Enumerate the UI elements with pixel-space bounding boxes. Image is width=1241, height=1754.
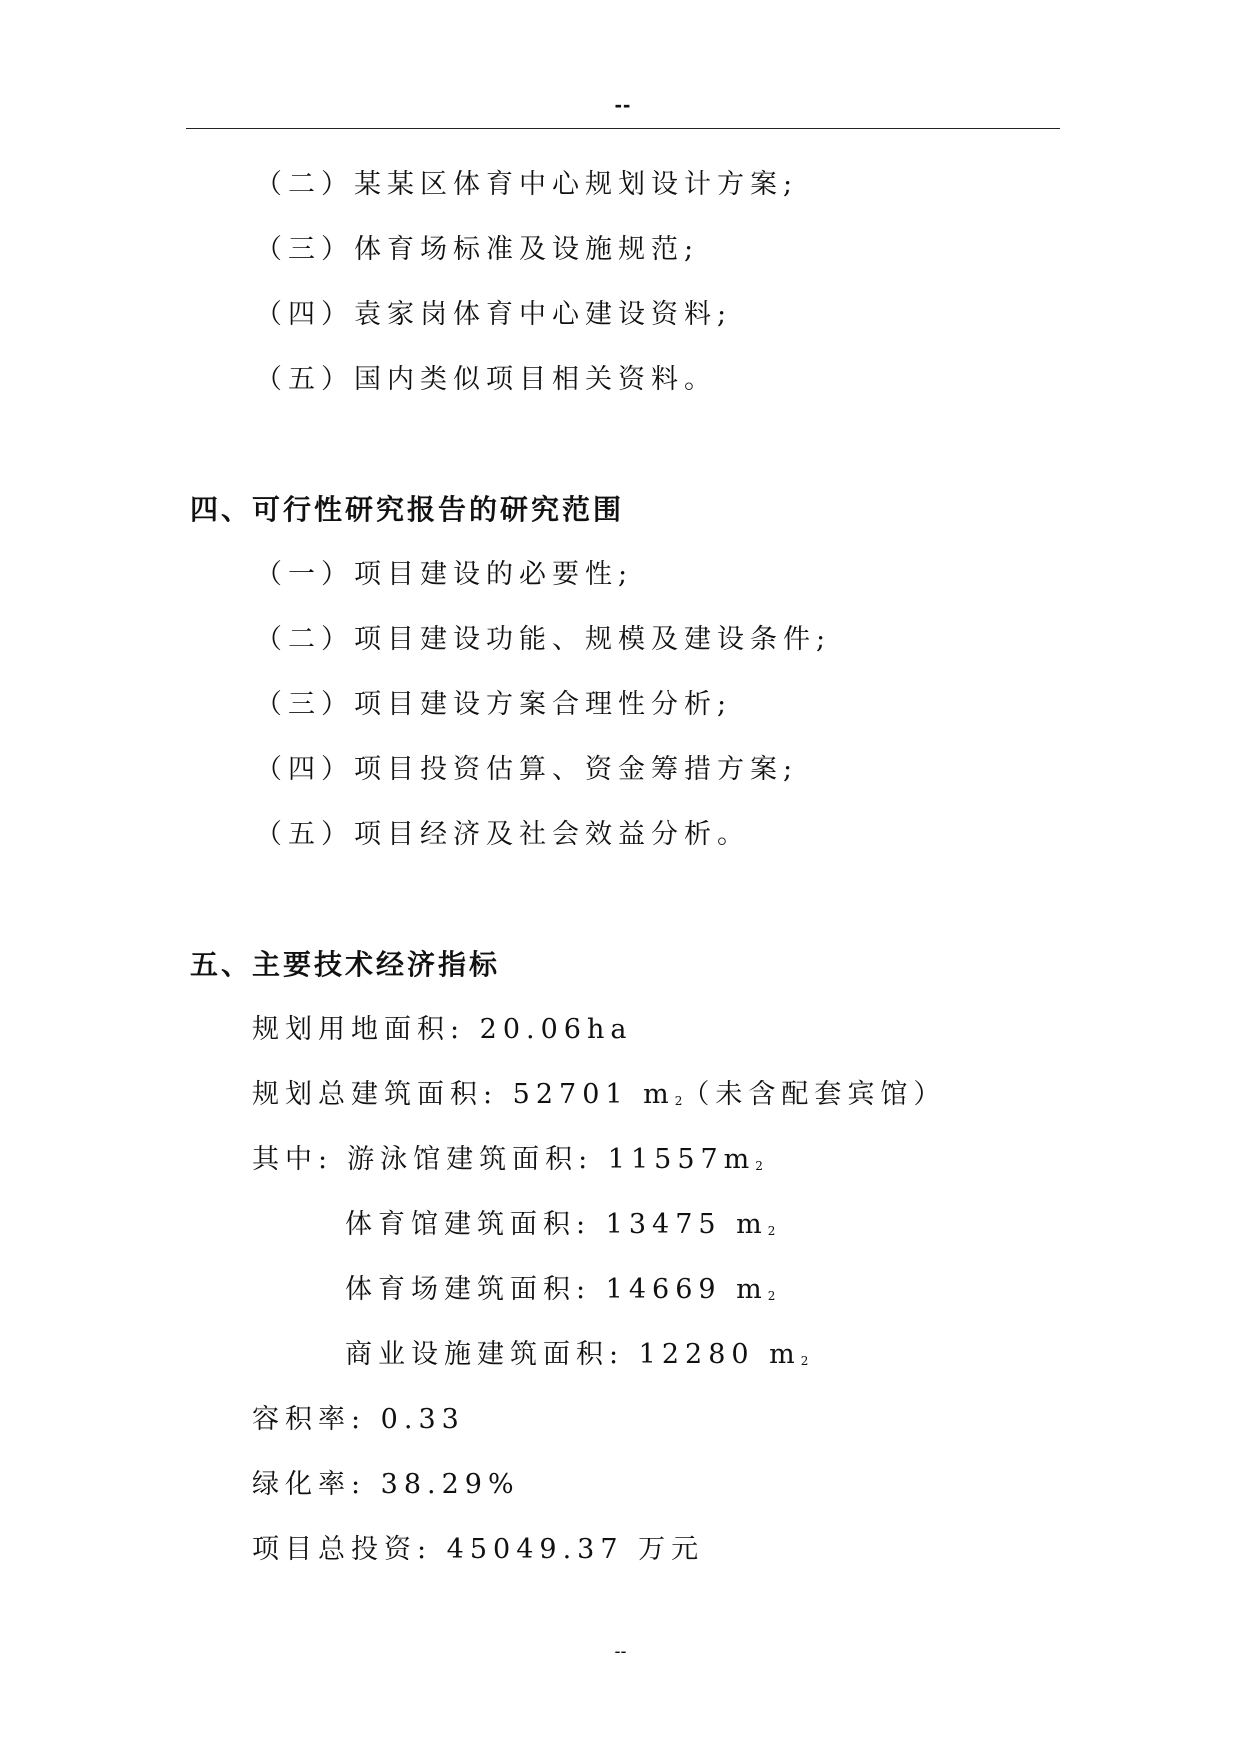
list-item: （四）袁家岗体育中心建设资料; [255,299,733,330]
area-unit-superscript: 2 [767,1289,776,1303]
total-investment-line: 项目总投资: 45049.37 万元 [252,1534,705,1565]
list-item: （一）项目建设的必要性; [255,559,634,590]
page-header [186,92,1060,129]
section-heading-research-scope: 四、可行性研究报告的研究范围 [190,493,625,526]
plot-ratio-line: 容积率: 0.33 [252,1404,465,1435]
list-item: （五）国内类似项目相关资料。 [255,364,717,395]
breakdown-label: 其中: [252,1144,334,1175]
breakdown-line [345,1205,775,1245]
footer-mark: -- [614,1641,627,1661]
area-unit-superscript: 2 [755,1159,763,1173]
list-item: （四）项目投资估算、资金筹措方案; [255,754,799,785]
list-item: （三）项目建设方案合理性分析; [255,689,733,720]
breakdown-item-text: 体育场建筑面积: 14669 m [345,1274,768,1305]
breakdown-item-text: 体育馆建筑面积: 13475 m [345,1209,768,1240]
land-area-line: 规划用地面积: 20.06ha [252,1014,633,1045]
total-area-line [252,1075,946,1115]
page-footer [0,1640,1241,1662]
section-heading-key-indicators: 五、主要技术经济指标 [190,948,501,981]
breakdown-line [345,1270,775,1310]
breakdown-line [345,1335,808,1375]
total-area-note: （未含配套宾馆） [682,1079,947,1110]
breakdown-item-text: 商业设施建筑面积: 12280 m [345,1339,801,1370]
breakdown-item-text: 游泳馆建筑面积: 11557m [347,1144,756,1175]
area-unit-superscript: 2 [800,1354,809,1368]
green-ratio-line: 绿化率: 38.29% [252,1469,520,1500]
list-item: （二）某某区体育中心规划设计方案; [255,169,799,200]
area-unit-superscript: 2 [767,1224,776,1238]
list-item: （五）项目经济及社会效益分析。 [255,819,750,850]
list-item: （三）体育场标准及设施规范; [255,234,700,265]
area-unit-superscript: 2 [674,1094,683,1108]
list-item: （二）项目建设功能、规模及建设条件; [255,624,832,655]
breakdown-line [252,1140,763,1180]
header-mark: -- [614,92,632,117]
total-area-text: 规划总建筑面积: 52701 m [252,1079,675,1110]
